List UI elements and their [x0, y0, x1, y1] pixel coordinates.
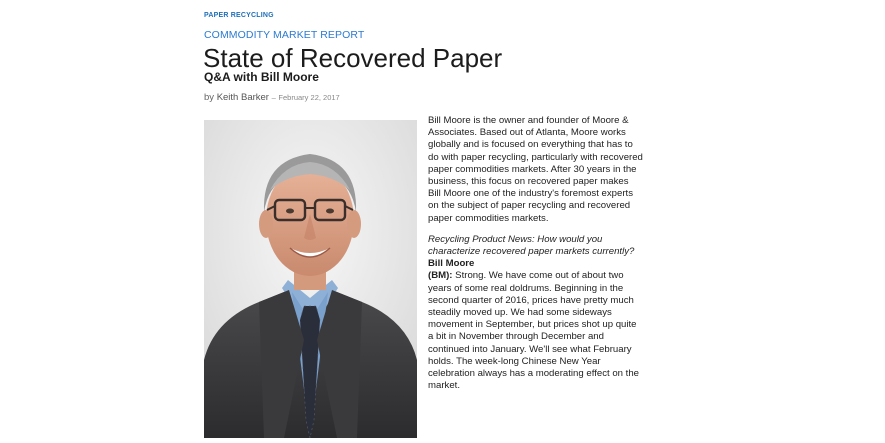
- page-subtitle: Q&A with Bill Moore: [204, 70, 319, 84]
- qa-block: [428, 234, 643, 393]
- speaker-initials: (BM):: [428, 270, 453, 282]
- intro-paragraph: Bill Moore is the owner and founder of Moore & Associates. Based out of Atlanta, Moore works globally and is focused on everything that has to do with paper recycling, particularly with recovered paper commodities markets. After 30 years in the business, this focus on recovered paper makes Bill Moore one of the industry's foremost experts on the subject of paper recycling and recovered paper commodities markets.: [428, 115, 643, 224]
- portrait-illustration: [204, 120, 417, 438]
- interview-question: Recycling Product News: How would you characterize recovered paper markets currently?: [428, 233, 635, 258]
- article-body: [428, 115, 643, 401]
- publish-date: February 22, 2017: [278, 93, 340, 102]
- author-link[interactable]: Keith Barker: [216, 92, 269, 103]
- category-link[interactable]: COMMODITY MARKET REPORT: [204, 29, 365, 41]
- portrait-photo: [204, 120, 417, 438]
- interview-answer: Strong. We have come out of about two years of some real doldrums. Beginning in the second quarter of 2016, prices have pretty much steadily moved up. We had some sideways movement in September, but prices shot up quite a bit in November through December and continued into January. We'll see what February holds. The week-long Chinese New Year celebration always has a moderating effect on the market.: [428, 270, 640, 392]
- speaker-name: Bill Moore: [428, 258, 475, 270]
- breadcrumb-paper-recycling[interactable]: PAPER RECYCLING: [204, 12, 274, 19]
- byline: [204, 92, 340, 104]
- page-title: State of Recovered Paper: [203, 43, 503, 73]
- byline-separator: –: [271, 93, 276, 102]
- byline-prefix: by: [204, 92, 215, 103]
